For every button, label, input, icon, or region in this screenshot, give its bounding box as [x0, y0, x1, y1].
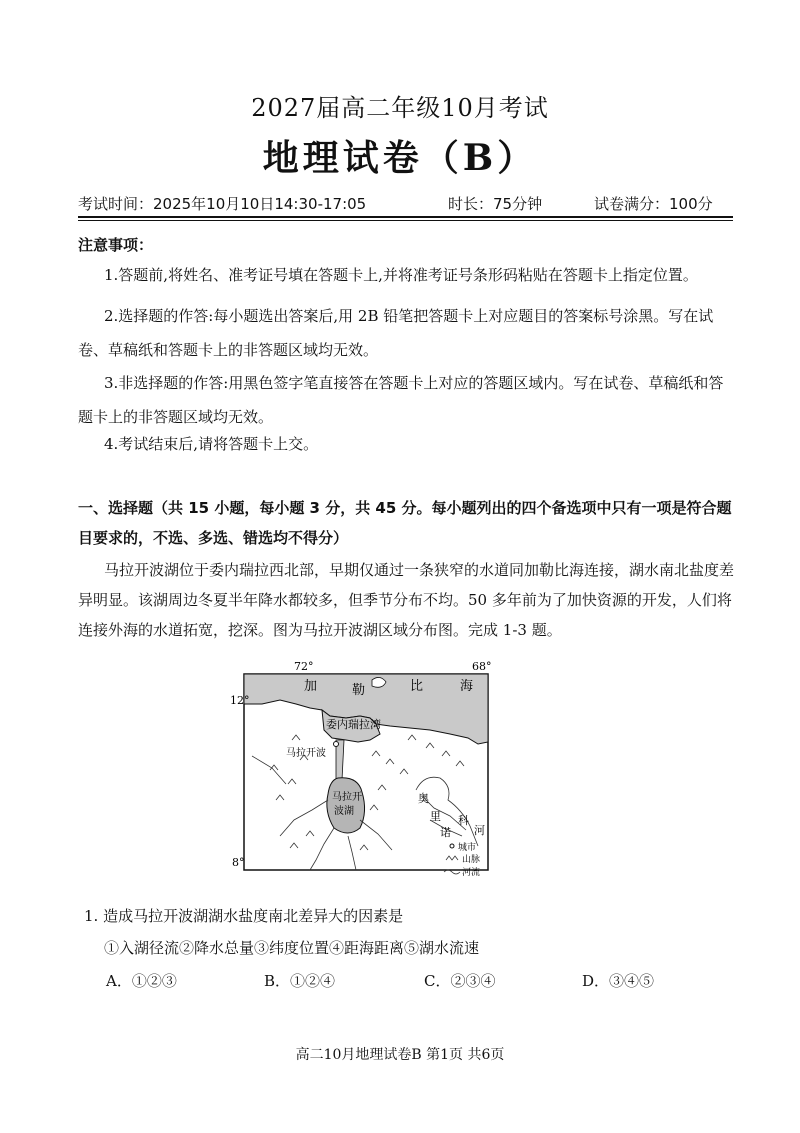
river-char: 诺	[440, 826, 451, 839]
sea-char: 比	[410, 679, 424, 694]
choice-letter: A．	[106, 972, 132, 990]
sea-char: 加	[304, 679, 318, 694]
lat-label-top: 12°	[230, 694, 250, 707]
full-score: 试卷满分：100分	[594, 195, 713, 213]
river-char: 奥	[418, 792, 429, 805]
section-heading: 一、选择题（共 15 小题，每小题 3 分，共 45 分。每小题列出的四个备选项中只有一项是符合题目要求的，不选、多选、错选均不得分）	[78, 499, 732, 547]
exam-name: 2027届高二年级10月考试	[251, 94, 549, 122]
choice-letter: B．	[264, 972, 291, 990]
exam-duration: 时长：75分钟	[448, 195, 543, 213]
passage-text: 马拉开波湖位于委内瑞拉西北部，早期仅通过一条狭窄的水道同加勒比海连接，湖水南北盐度差异明显。该湖周边冬夏半年降水都较多，但季节分布不均。50 多年前为了加快资源的开发，人们将连接外海的水道拓宽，挖深。图为马拉开波湖区域分布图。完成 1-3 题。	[78, 561, 735, 639]
header-rule-thick	[78, 216, 733, 218]
notice-item: 1.答题前,将姓名、准考证号填在答题卡上,并将准考证号条形码粘贴在答题卡上指定位置。	[104, 266, 698, 284]
sea-char: 海	[460, 679, 474, 694]
gulf-label: 委内瑞拉湾	[326, 718, 381, 731]
lake-label: 波湖	[334, 806, 354, 817]
notice-item: 2.选择题的作答:每小题选出答案后,用 2B 铅笔把答题卡上对应题目的答案标号涂黑。写在试卷、草稿纸和答题卡上的非答题区域均无效。	[78, 307, 714, 359]
exam-time: 考试时间：2025年10月10日14:30-17:05	[78, 195, 367, 213]
lon-label-left: 72°	[294, 660, 314, 673]
river-char: 河	[474, 824, 485, 837]
choice-text: ①②④	[290, 972, 336, 990]
lat-label-bottom: 8°	[232, 856, 245, 869]
notice-title: 注意事项：	[78, 236, 154, 254]
notice-item: 3.非选择题的作答:用黑色签字笔直接答在答题卡上对应的答题区域内。写在试卷、草稿纸和答题卡上的非答题区域均无效。	[78, 374, 724, 426]
choice-d[interactable]	[582, 970, 654, 991]
question-1-options: ①入湖径流②降水总量③纬度位置④距海距离⑤湖水流速	[104, 939, 480, 957]
legend-city-symbol	[450, 844, 454, 848]
lake-label: 马拉开	[332, 792, 362, 803]
river-char: 里	[430, 810, 441, 823]
question-1-stem: 1. 造成马拉开波湖湖水盐度南北差异大的因素是	[84, 907, 404, 925]
choice-text: ②③④	[450, 972, 496, 990]
choice-a[interactable]	[106, 970, 177, 991]
city-dot	[334, 742, 339, 747]
lon-label-right: 68°	[472, 660, 492, 673]
river-char: 科	[458, 814, 469, 827]
legend-city: 城市	[458, 843, 477, 853]
sea-char: 勒	[352, 683, 366, 698]
legend-mountain: 山脉	[462, 855, 481, 865]
header-rule-thin	[78, 220, 733, 221]
notice-item: 4.考试结束后,请将答题卡上交。	[104, 435, 319, 453]
lake-maracaibo-map	[230, 660, 495, 882]
page-footer: 高二10月地理试卷B 第1页 共6页	[295, 1047, 505, 1063]
choice-text: ③④⑤	[609, 972, 655, 990]
legend-river: 河流	[462, 868, 481, 878]
choice-text: ①②③	[131, 972, 177, 990]
choice-b[interactable]	[264, 970, 335, 991]
choice-c[interactable]	[424, 970, 496, 991]
paper-title: 地理试卷（B）	[262, 137, 538, 179]
city-label: 马拉开波	[286, 748, 326, 759]
choice-letter: C．	[424, 972, 451, 990]
choice-letter: D．	[582, 972, 610, 990]
